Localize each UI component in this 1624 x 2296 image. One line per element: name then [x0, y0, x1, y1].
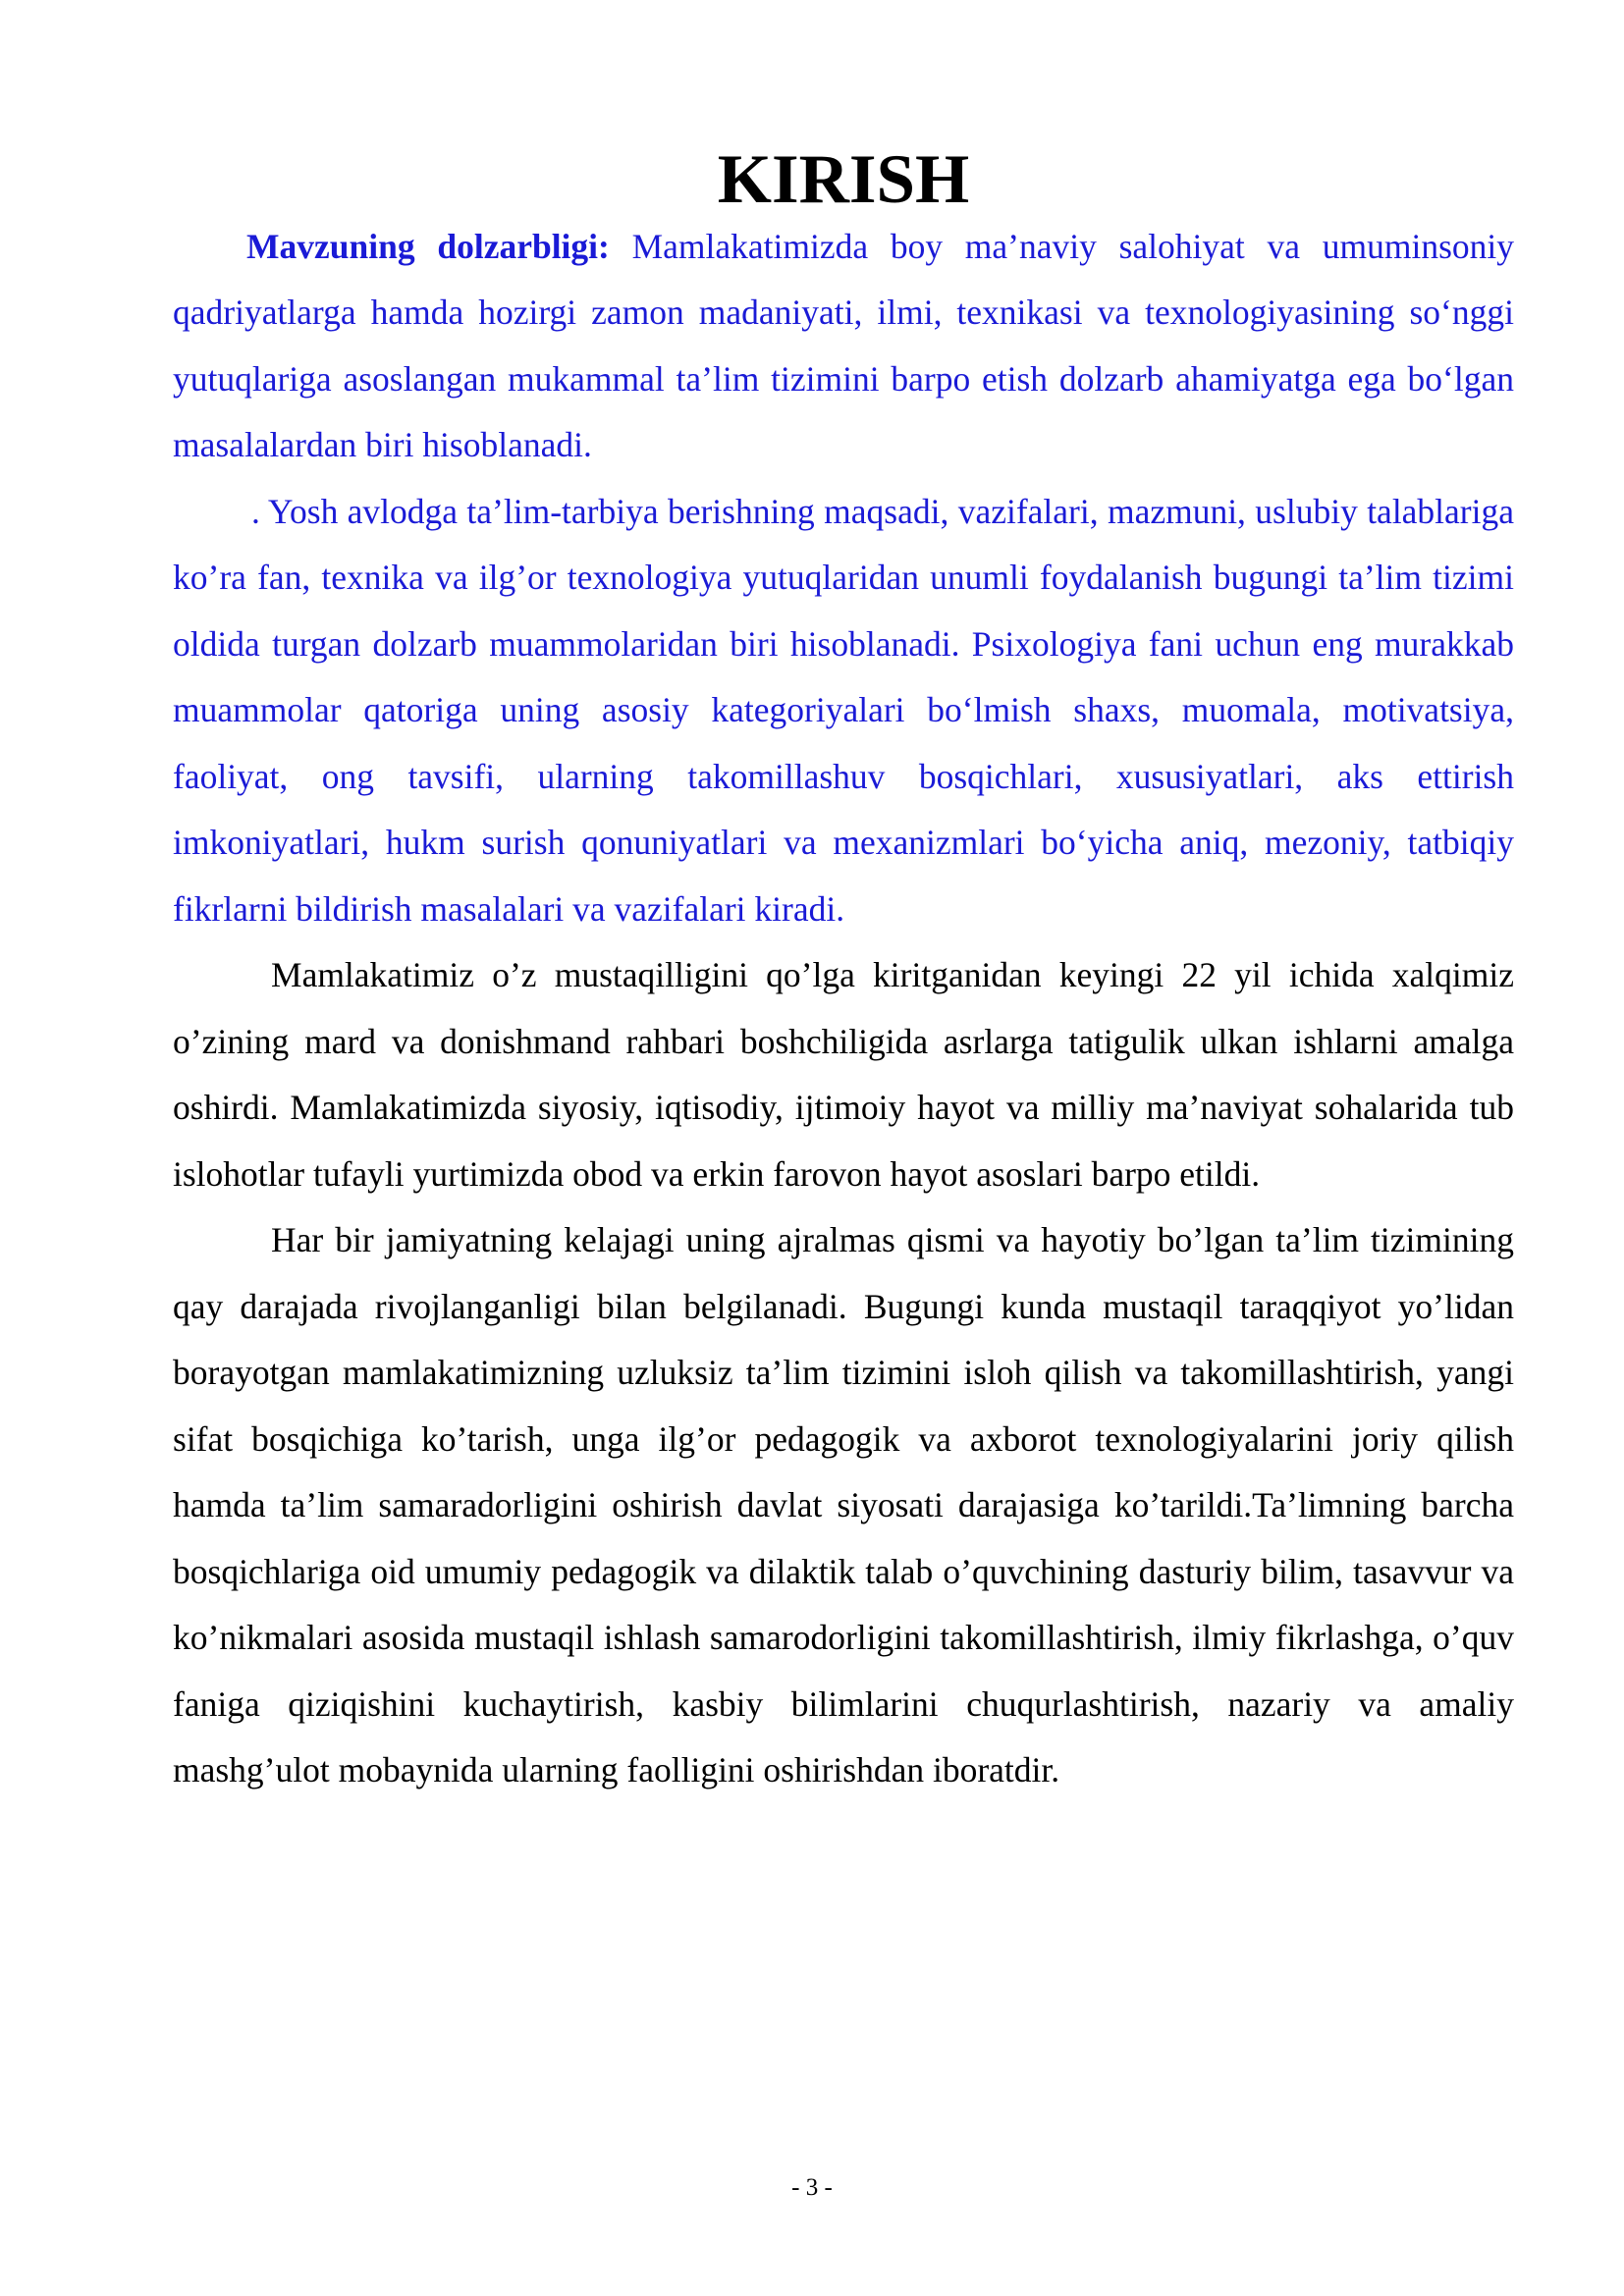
paragraph-text: Har bir jamiyatning kelajagi uning ajralmas qismi va hayotiy bo’lgan ta’lim tizimining qay darajada rivojlanganligi bilan belgilanadi. Bugungi kunda mustaqil taraqqiyot yo’lidan borayotgan mamlakatimizning uzluksiz ta’lim tizimini isloh qilish va takomillashtirish, yangi sifat bosqichiga ko’tarish, unga ilg’or pedagogik va axborot texnologiyalarini joriy qilish hamda ta’lim samaradorligini oshirish davlat siyosati darajasiga ko’tarildi.Ta’limning barcha bosqichlariga oid umumiy pedagogik va dilaktik talab o’quvchining dasturiy bilim, tasavvur va ko’nikmalari asosida mustaqil ishlash samarodorligini takomillashtirish, ilmiy fikrlashga, o’quv faniga qiziqishini kuchaytirish, kasbiy bilimlarini chuqurlashtirish, nazariy va amaliy mashg’ulot mobaynida ularning faolligini oshirishdan iboratdir.: [173, 1220, 1514, 1789]
paragraph-youth-education: [173, 479, 1514, 943]
paragraph-text: Mamlakatimiz o’z mustaqilligini qo’lga kiritganidan keyingi 22 yil ichida xalqimiz o’zining mard va donishmand rahbari boshchiligida asrlarga tatigulik ulkan ishlarni amalga oshirdi. Mamlakatimizda siyosiy, iqtisodiy, ijtimoiy hayot va milliy ma’naviyat sohalarida tub islohotlar tufayli yurtimizda obod va erkin farovon hayot asoslari barpo etildi.: [173, 955, 1514, 1194]
page-number: - 3 -: [791, 2174, 833, 2201]
section-title: KIRISH: [717, 141, 970, 218]
paragraph-relevance: [173, 214, 1514, 479]
paragraph-text: . Yosh avlodga ta’lim-tarbiya berishning maqsadi, vazifalari, mazmuni, uslubiy talablariga ko’ra fan, texnika va ilg’or texnologiya yutuqlaridan unumli foydalanish bugungi ta’lim tizimi oldida turgan dolzarb muammolaridan biri hisoblanadi. Psixologiya fani uchun eng murakkab muammolar qatoriga uning asosiy kategoriyalari bo‘lmish shaxs, muomala, motivatsiya, faoliyat, ong tavsifi, ularning takomillashuv bosqichlari, xususiyatlari, aks ettirish imkoniyatlari, hukm surish qonuniyatlari va mexanizmlari bo‘yicha aniq, mezoniy, tatbiqiy fikrlarni bildirish masalalari va vazifalari kiradi.: [173, 491, 1514, 929]
paragraph-education-system: [173, 1207, 1514, 1804]
paragraph-independence: [173, 942, 1514, 1207]
paragraph-text: Mamlakatimizda boy ma’naviy salohiyat va umuminsoniy qadriyatlarga hamda hozirgi zamon madaniyati, ilmi, texnikasi va texnologiyasining so‘nggi yutuqlariga asoslangan mukammal ta’lim tizimini barpo etish dolzarb ahamiyatga ega bo‘lgan masalalardan biri hisoblanadi.: [173, 226, 1514, 464]
paragraph-lead: Mavzuning dolzarbligi:: [246, 226, 610, 266]
page-content: [173, 141, 1514, 1804]
